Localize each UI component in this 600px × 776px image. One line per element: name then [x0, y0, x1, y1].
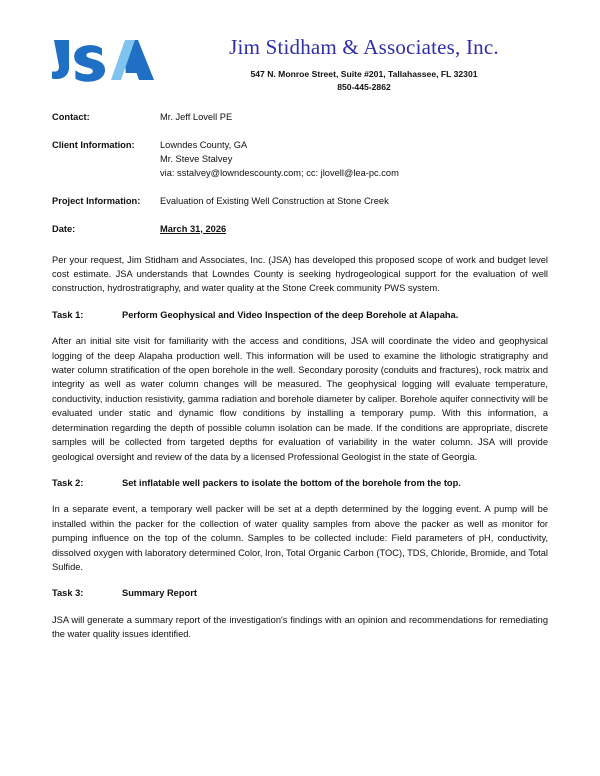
firm-identity — [180, 34, 548, 93]
task-3-title: Summary Report — [122, 588, 197, 599]
project-value — [160, 195, 548, 209]
task-3-paragraph: JSA will generate a summary report of the investigation's findings with an opinion and recommendations for remediating the water quality issues identified. — [52, 614, 548, 640]
meta-row-client — [52, 139, 548, 181]
contact-line-1: Mr. Jeff Lovell PE — [160, 112, 233, 122]
task-1-heading — [52, 308, 548, 322]
client-line-2: Mr. Steve Stalvey — [160, 153, 233, 164]
client-line-3: via: sstalvey@lowndescounty.com; cc: jlovell@lea-pc.com — [160, 167, 399, 178]
meta-row-date — [52, 223, 548, 237]
task-3-heading — [52, 586, 548, 600]
client-value — [160, 139, 548, 181]
task-1-paragraph: After an initial site visit for familiarity with the access and conditions, JSA will coordinate the video and geophysical logging of the deep Alapaha production well. This information will be used to examine the lithologic stratigraphy and water column stratification of the open borehole in the well. Secondary porosity (conduits and fractures), rock matrix and integrity as well as water column changes will be measured. The geophysical logging will evaluate temperature, conductivity, induction resistivity, gamma radiation and borehole diameter by caliper. Borehole aquifer connectivity will be evaluated under static and dynamic flow conditions by installing a temporary pump. With this information, a determination regarding the depth of possible column isolation can be made. If the conditions are appropriate, discrete samples will be collected from targeted depths for evaluation of variability in the water column. JSA will provide geological oversight and review of the data by a licensed Professional Geologist in the state of Georgia. — [52, 336, 548, 462]
contact-value — [160, 111, 548, 125]
client-label: Client Information: — [52, 139, 135, 150]
letterhead — [52, 34, 548, 93]
meta-row-project — [52, 195, 548, 209]
meta-row-contact — [52, 111, 548, 125]
task-3-label: Task 3: — [52, 588, 84, 599]
task-2-heading — [52, 476, 548, 490]
task-2-paragraph: In a separate event, a temporary well packer will be set at a depth determined by the logging event. A pump will be installed within the packer for the collection of water quality samples from above the packer as well as monitor for pumping influence on the top of the column. Samples to be collected include: Field parameters of pH, conductivity, dissolved oxygen with laboratory determined Color, Iron, Total Organic Carbon (TOC), TDS, Chloride, Bromide, and Total Sulfide. — [52, 504, 548, 572]
project-label: Project Information: — [52, 195, 141, 206]
firm-name: Jim Stidham & Associates, Inc. — [229, 35, 499, 59]
task-1-label: Task 1: — [52, 309, 84, 320]
date-line-1: March 31, 2026 — [160, 223, 227, 234]
project-line-1: Evaluation of Existing Well Construction at Stone Creek — [160, 195, 389, 206]
date-label: Date: — [52, 223, 76, 234]
contact-label: Contact: — [52, 112, 90, 122]
task-1-title: Perform Geophysical and Video Inspection of the deep Borehole at Alapaha. — [122, 309, 459, 320]
jsa-logo — [52, 34, 180, 82]
task-2-title: Set inflatable well packers to isolate the bottom of the borehole from the top. — [122, 477, 461, 488]
document-meta — [52, 111, 548, 237]
date-value — [160, 223, 548, 237]
firm-address: 547 N. Monroe Street, Suite #201, Tallahassee, FL 32301 — [250, 69, 478, 80]
client-line-1: Lowndes County, GA — [160, 139, 248, 150]
firm-phone: 850-445-2862 — [337, 81, 391, 92]
task-2-label: Task 2: — [52, 477, 84, 488]
jsa-logo-icon — [52, 38, 170, 82]
intro-paragraph: Per your request, Jim Stidham and Associates, Inc. (JSA) has developed this proposed scope of work and budget level cost estimate. JSA understands that Lowndes County is seeking hydrogeological support for the evaluation of well construction, hydrostratigraphy, and water quality at the Stone Creek community PWS system. — [52, 254, 548, 294]
